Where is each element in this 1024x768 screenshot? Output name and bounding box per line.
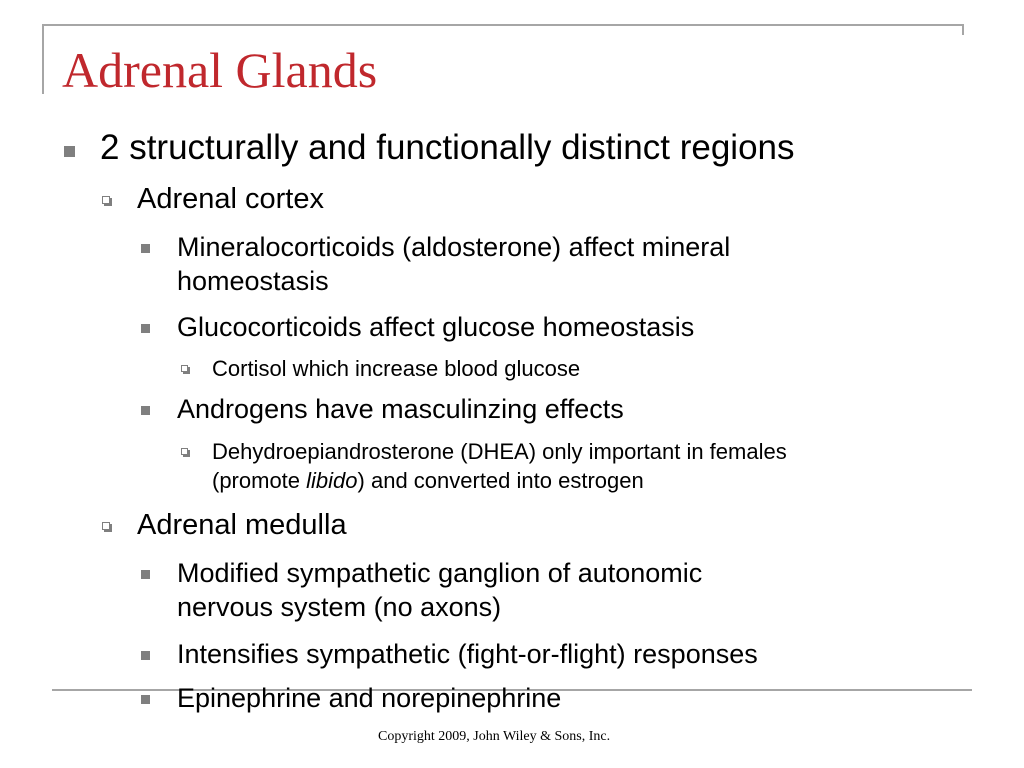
- bullet-text-segment: ) and converted into estrogen: [357, 468, 644, 493]
- copyright-footer: Copyright 2009, John Wiley & Sons, Inc.: [378, 729, 611, 744]
- square-bullet-icon: [64, 146, 75, 157]
- bullet-item-adrenal-cortex: [100, 182, 324, 216]
- square-bullet-icon: [141, 651, 150, 660]
- square-bullet-icon: [141, 406, 150, 415]
- bullet-item-adrenal-medulla: [100, 508, 347, 542]
- bullet-text-line1: Modified sympathetic ganglion of autonomic: [177, 558, 703, 588]
- hollow-square-bullet-icon: [102, 196, 110, 204]
- bullet-text-line2: [212, 466, 787, 495]
- bullet-item-epinephrine: [140, 681, 561, 715]
- bullet-text: Androgens have masculinzing effects: [177, 394, 624, 424]
- bullet-text-segment: (promote: [212, 468, 307, 493]
- bullet-item-glucocorticoids: [140, 310, 694, 344]
- bullet-item-modified-ganglion: [140, 556, 702, 624]
- square-bullet-icon: [141, 695, 150, 704]
- bullet-text: Adrenal cortex: [137, 183, 324, 215]
- bullet-text-line2: homeostasis: [177, 266, 329, 296]
- slide-title: Adrenal Glands: [62, 42, 378, 98]
- bullet-text-line1: Mineralocorticoids (aldosterone) affect mineral: [177, 232, 731, 262]
- bullet-text-line2: nervous system (no axons): [177, 592, 502, 622]
- square-bullet-icon: [141, 570, 150, 579]
- frame-left-rule: [42, 24, 44, 94]
- bullet-text: Glucocorticoids affect glucose homeostasis: [177, 312, 695, 342]
- frame-right-rule: [962, 24, 964, 35]
- hollow-square-bullet-icon: [102, 522, 110, 530]
- bullet-item-androgens: [140, 392, 624, 426]
- bullet-text: Epinephrine and norepinephrine: [177, 683, 562, 713]
- bullet-item-dhea: [180, 437, 787, 495]
- bullet-item-intensifies: [140, 637, 758, 671]
- bullet-text-italic: libido: [306, 468, 358, 493]
- bullet-text: Cortisol which increase blood glucose: [212, 356, 581, 381]
- square-bullet-icon: [141, 244, 150, 253]
- frame-top-rule: [42, 24, 964, 26]
- bullet-text: 2 structurally and functionally distinct regions: [100, 128, 795, 167]
- bullet-text: Intensifies sympathetic (fight-or-flight) responses: [177, 639, 758, 669]
- hollow-square-bullet-icon: [181, 365, 188, 372]
- hollow-square-bullet-icon: [181, 448, 188, 455]
- bullet-item-cortisol: [180, 354, 580, 383]
- bullet-item-regions: [62, 128, 795, 168]
- square-bullet-icon: [141, 324, 150, 333]
- bullet-text: Adrenal medulla: [137, 509, 347, 541]
- bullet-text-line1: Dehydroepiandrosterone (DHEA) only important in females: [212, 439, 787, 464]
- bullet-item-mineralocorticoids: [140, 230, 730, 298]
